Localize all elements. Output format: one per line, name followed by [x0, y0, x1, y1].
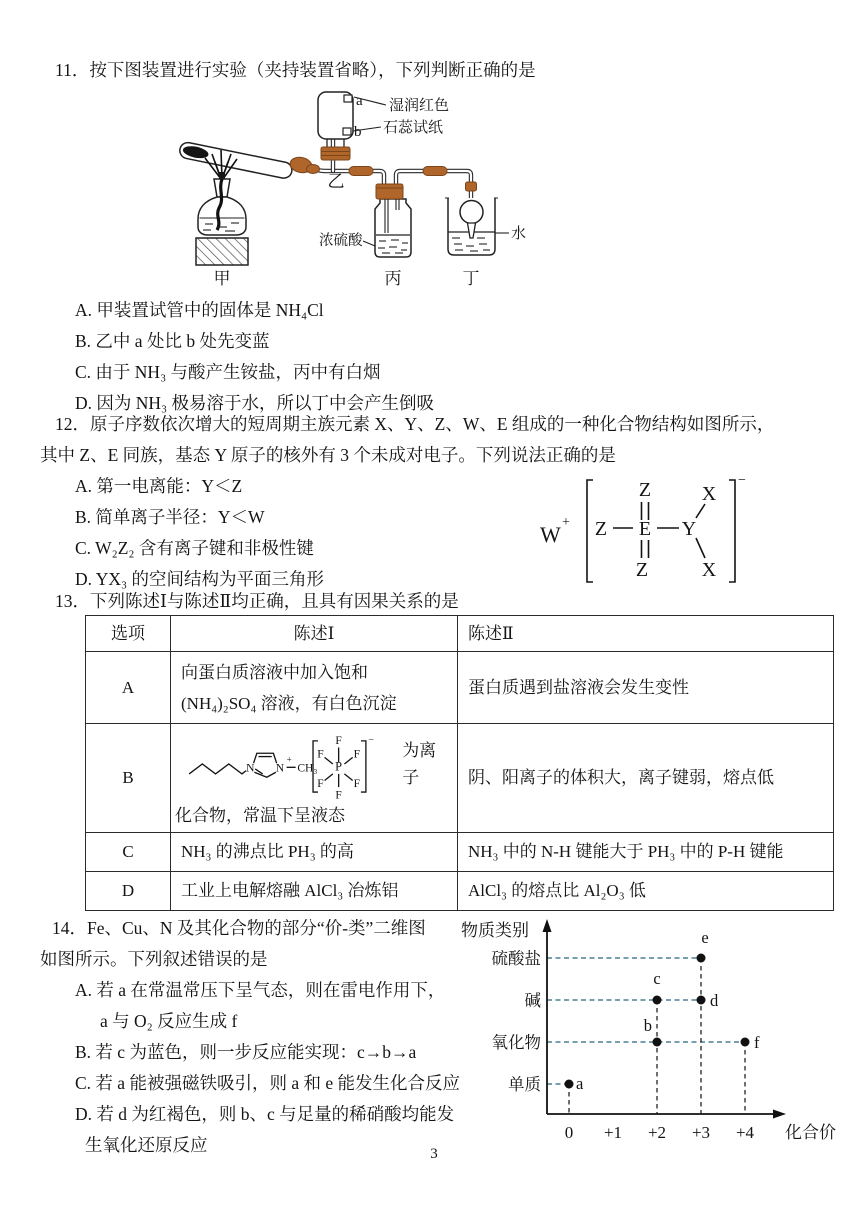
- point-b-label: b: [643, 1016, 652, 1035]
- methyl-group: CH₃: [297, 761, 318, 775]
- row-b-statement2: 阴、阳离子的体积大，离子键弱，熔点低: [458, 724, 834, 832]
- q12-option-a: A. 第一电离能：Y＜Z: [75, 476, 243, 496]
- row-b-statement1: [175, 726, 453, 829]
- row-c-option: C: [86, 832, 171, 871]
- bottle-bing: [319, 184, 411, 288]
- atom-f-lr: F: [353, 777, 361, 791]
- ring-n2: N: [275, 761, 285, 775]
- chart-category-labels: [492, 949, 542, 1094]
- q14-option-d-line1: D. 若 d 为红褐色，则 b、c 与足量的稀硝酸均能发: [75, 1104, 455, 1124]
- chart-x-ticks: [565, 1123, 755, 1142]
- row-a-statement1: 向蛋白质溶液中加入饱和 (NH₄)₂SO₄ 溶液，有白色沉淀: [171, 652, 458, 724]
- table-header-row: [86, 616, 834, 652]
- atom-f-ur: F: [353, 747, 361, 761]
- tick-1: +1: [603, 1123, 623, 1142]
- atom-f-top: F: [335, 734, 342, 748]
- ionic-liquid-structure: [175, 726, 398, 802]
- category-sulfate: 硫酸盐: [491, 949, 541, 968]
- header-statement1: 陈述Ⅰ: [171, 616, 458, 652]
- litmus-strip-b: [343, 128, 351, 135]
- tick-2: +2: [647, 1123, 667, 1142]
- point-b: [653, 1038, 662, 1047]
- row-c-statement2: NH₃ 中的 N-H 键能大于 PH₃ 中的 P-H 键能: [458, 832, 834, 871]
- label-yi: 乙: [327, 172, 345, 191]
- q11-option-a: A. 甲装置试管中的固体是 NH₄Cl: [75, 300, 324, 320]
- q14-stem-line2: 如图所示。下列叙述错误的是: [40, 949, 268, 969]
- q11-stem: 11．按下图装置进行实验（夹持装置省略），下列判断正确的是: [55, 60, 536, 80]
- table-row-d: [86, 871, 834, 910]
- butyl-chain: [189, 764, 246, 774]
- category-element: 单质: [508, 1075, 541, 1094]
- point-a: [565, 1080, 574, 1089]
- acid-label: 浓硫酸: [319, 233, 363, 249]
- q12-structure-figure: [535, 468, 750, 593]
- header-option: 选项: [86, 616, 171, 652]
- q14-option-a-line1: A. 若 a 在常温常压下呈气态，则在雷电作用下，: [75, 980, 446, 1000]
- label-bing: 丙: [384, 269, 402, 288]
- stand-block: [196, 238, 248, 265]
- point-d: [697, 996, 706, 1005]
- atom-z-left: Z: [594, 518, 608, 540]
- water-label: 水: [511, 226, 527, 242]
- q12-option-c: C. W₂Z₂ 含有离子键和非极性键: [75, 538, 314, 558]
- chart-y-axis-title: 物质类别: [461, 921, 529, 940]
- point-a-label: a: [576, 1074, 584, 1093]
- header-statement2: 陈述Ⅱ: [458, 616, 834, 652]
- atom-e: E: [638, 518, 652, 540]
- row-a-statement2: 蛋白质遇到盐溶液会发生变性: [458, 652, 834, 724]
- q14-option-c: C. 若 a 能被强磁铁吸引，则 a 和 e 能发生化合反应: [75, 1073, 460, 1093]
- q14-option-a-line2: a 与 O₂ 反应生成 f: [100, 1011, 238, 1031]
- atom-f-ul: F: [317, 747, 324, 761]
- ring-n1: N: [246, 761, 255, 775]
- bracket-left: [587, 480, 593, 582]
- point-c: [653, 996, 662, 1005]
- table-row-c: [86, 832, 834, 871]
- atom-y: Y: [681, 518, 697, 540]
- q12-stem-line1: 12．原子序数依次增大的短周期主族元素 X、Y、Z、W、E 组成的一种化合物结构如图所示，: [55, 414, 775, 434]
- imidazolium-ring: [254, 754, 277, 778]
- label-ding: 丁: [462, 269, 480, 288]
- q12-option-b: B. 简单离子半径：Y＜W: [75, 507, 265, 527]
- q12-option-d: D. YX₃ 的空间结构为平面三角形: [75, 569, 324, 589]
- point-c-label: c: [653, 969, 661, 988]
- cation-w: W: [540, 522, 561, 547]
- atom-z-bottom: Z: [635, 559, 649, 581]
- row-a-option: A: [86, 652, 171, 724]
- row-d-option: D: [86, 871, 171, 910]
- tick-0: 0: [564, 1123, 574, 1142]
- q13-table: [85, 615, 834, 911]
- anion-minus: −: [738, 473, 746, 488]
- q14-option-b: B. 若 c 为蓝色，则一步反应能实现：c→b→a: [75, 1042, 417, 1062]
- bracket-right: [729, 480, 735, 582]
- test-tube: [178, 141, 319, 179]
- atom-f-bottom: F: [335, 789, 342, 803]
- point-f: [741, 1038, 750, 1047]
- atom-x-top: X: [701, 483, 717, 505]
- category-base: 碱: [524, 991, 541, 1010]
- chart-x-axis-title: 化合价: [785, 1123, 836, 1142]
- row-b-text-below: 化合物，常温下呈液态: [175, 806, 345, 826]
- table-row-b: [86, 724, 834, 832]
- row-c-statement1: NH₃ 的沸点比 PH₃ 的高: [171, 832, 458, 871]
- q11-option-c: C. 由于 NH₃ 与酸产生铵盐，丙中有白烟: [75, 362, 381, 382]
- alcohol-lamp: [196, 150, 248, 288]
- q13-stem: 13．下列陈述Ⅰ与陈述Ⅱ均正确，且具有因果关系的是: [55, 591, 459, 611]
- label-jia: 甲: [213, 269, 231, 288]
- q11-apparatus-figure: [155, 86, 565, 296]
- chart-point-labels: [576, 928, 760, 1093]
- cation-plus: +: [562, 515, 570, 530]
- point-a-label: a: [356, 93, 363, 109]
- atom-p: P: [335, 760, 343, 775]
- atom-f-ll: F: [317, 777, 324, 791]
- ring-n-plus: +: [286, 754, 292, 765]
- page-number: 3: [430, 1146, 438, 1162]
- row-b-text-after: 为离子: [402, 741, 437, 788]
- litmus-caption-2: 石蕊试纸: [383, 120, 444, 136]
- point-f-label: f: [754, 1033, 760, 1052]
- row-b-option: B: [86, 724, 171, 832]
- q14-option-d-line2: 生氧化还原反应: [85, 1135, 208, 1155]
- q14-stem-line1: 14．Fe、Cu、N 及其化合物的部分“价-类”二维图: [52, 918, 426, 938]
- beaker-ding: [445, 198, 526, 288]
- point-b-label: b: [354, 124, 362, 140]
- q11-option-b: B. 乙中 a 处比 b 处先变蓝: [75, 331, 270, 351]
- pf6-minus: −: [368, 734, 374, 746]
- tick-4: +4: [735, 1123, 755, 1142]
- point-e: [697, 954, 706, 963]
- point-e-label: e: [701, 928, 709, 947]
- pf6-bracket-right: [361, 741, 366, 792]
- q11-option-d: D. 因为 NH₃ 极易溶于水，所以丁中会产生倒吸: [75, 393, 435, 413]
- atom-z-top: Z: [638, 479, 652, 501]
- litmus-caption-1: 湿润红色: [389, 98, 450, 114]
- category-oxide: 氧化物: [491, 1033, 541, 1052]
- tick-3: +3: [691, 1123, 711, 1142]
- point-d-label: d: [710, 991, 719, 1010]
- atom-x-bottom: X: [701, 559, 717, 581]
- inverted-funnel-bulb: [460, 201, 483, 224]
- row-d-statement1: 工业上电解熔融 AlCl₃ 冶炼铝: [171, 871, 458, 910]
- litmus-strip-a: [344, 95, 352, 102]
- table-row-a: [86, 652, 834, 724]
- valence-category-chart: [455, 912, 865, 1142]
- row-d-statement2: AlCl₃ 的熔点比 Al₂O₃ 低: [458, 871, 834, 910]
- q12-stem-line2: 其中 Z、E 同族，基态 Y 原子的核外有 3 个未成对电子。下列说法正确的是: [40, 445, 616, 465]
